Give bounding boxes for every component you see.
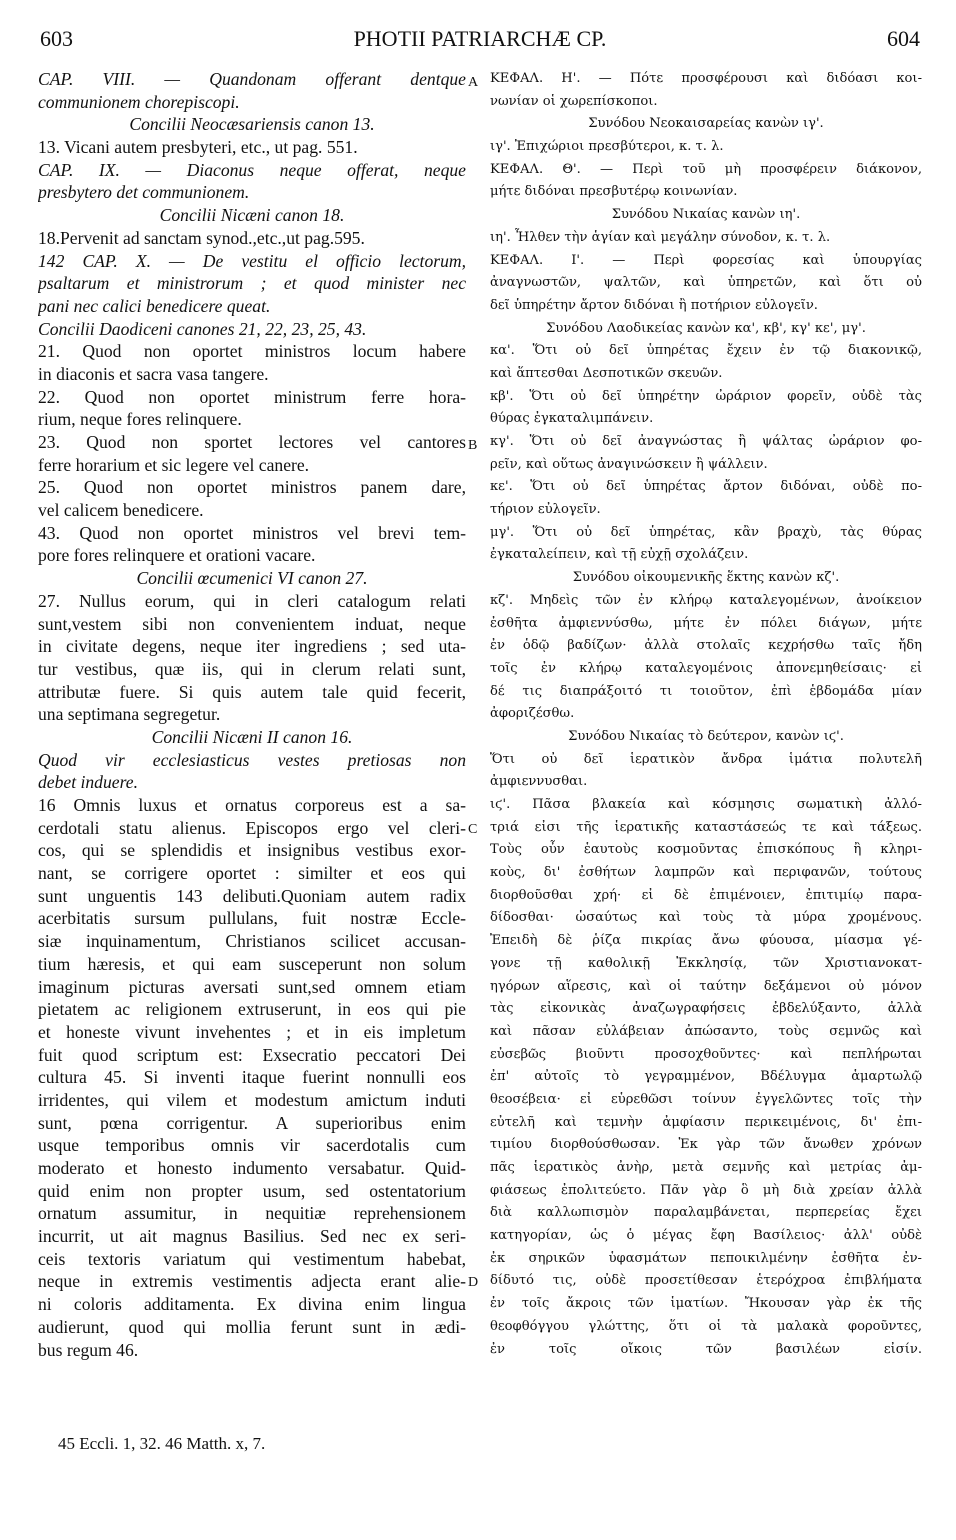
margin-letter-d: D (468, 1275, 479, 1290)
latin-text-line: moderato et honesto indumento versabatur. Quid- (38, 1158, 466, 1178)
greek-text-line: εὐσεβῶς βιοῦντι προσοχθοῦντες· καὶ πεπλήρωται (490, 1046, 922, 1062)
latin-text-line: 18.Pervenit ad sanctam synod.,etc.,ut pag.595. (38, 227, 365, 248)
greek-text-line: κγ'. Ὅτι οὐ δεῖ ἀναγνώστας ἢ ψάλτας ὠράριον φο- (490, 434, 922, 449)
greek-text-line: θεοφθόγγου γλώττης, ὅτι οἱ τὰ μαλακὰ φοροῦντες, (490, 1318, 922, 1334)
greek-text-line: Τοὺς οὖν ἑαυτοὺς κοσμοῦντας ἐπισκόπους ἢ κληρι- (490, 842, 922, 858)
latin-text-line: tium hæresis, et qui eam susceperunt non solum (38, 953, 466, 974)
greek-text-line: κε'. Ὅτι οὐ δεῖ ὑπηρέτας ἄρτον διδόναι, οὐδὲ πο- (490, 479, 922, 495)
footnotes: 45 Eccli. 1, 32. 46 Matth. x, 7. (58, 1434, 266, 1453)
greek-text-line: διορθοῦσθαι χρή· εἰ δὲ ἐπιμένοιεν, ἐπιτιμίῳ παρα- (490, 887, 922, 903)
greek-text-line: ιη'. Ἦλθεν τὴν ἁγίαν καὶ μεγάλην σύνοδον, κ. τ. λ. (490, 229, 831, 245)
latin-text-line: Concilii Daodiceni canones 21, 22, 23, 25, 43. (38, 318, 367, 339)
latin-text-line: ceis textoris variatum qui vestimentum habebat, (38, 1248, 466, 1269)
greek-text-line: ιϛ'. Πᾶσα βλακεία καὶ κόσμησις σωματικὴ ἀλλό- (490, 797, 922, 812)
greek-text-line: καὶ ἅπτεσθαι Δεσποτικῶν σκευῶν. (490, 365, 723, 381)
latin-text-line: quid enim non propter usum, sed ostentatorium (38, 1180, 466, 1201)
latin-text-line: 21. Quod non oportet ministros locum habere (38, 341, 466, 362)
latin-text-line: 22. Quod non oportet ministrum ferre hora- (38, 386, 466, 407)
greek-text-line: ἐν ὁδῷ βαδίζων· ἀλλὰ στολαῖς κεχρήσθω ταῖς ἤδη (490, 638, 922, 654)
greek-text-line: κατηγορίαν, ὡς ὁ μέγας ἔφη Βασίλειος· ἀλλ' οὐδὲ (490, 1228, 922, 1244)
greek-text-line: Ἐπειδὴ δὲ ῥίζα πικρίας ἄνω φύουσα, μίασμα γέ- (490, 933, 922, 949)
greek-text-line: δέ τις διαπράξοιτό τι τοιοῦτον, ἐπὶ ἑβδομάδα μίαν (490, 683, 922, 699)
greek-text-line: ἐκ σηρικῶν ὑφασμάτων πεποικιλμένην ἐσθῆτα ἐν- (490, 1250, 922, 1266)
latin-text-line: sunt,vestem sibi non convenientem induat, neque (38, 613, 466, 634)
latin-text-line: acerbitatis sursum pullulans, fuit nostræ Eccle- (38, 908, 466, 929)
greek-text-line: δεῖ ὑπηρέτην ἄρτον διδόναι ἢ ποτήριον εὐλογεῖν. (490, 297, 818, 313)
greek-text-line: θεοσέβεια· εἰ εὑρεθῶσι τοίνυν ἐγγελῶντες τοῖς τὴν (490, 1091, 922, 1107)
latin-text-line: Concilii œcumenici VI canon 27. (136, 568, 368, 589)
greek-text-line: δίδοσθαι· ὡσαύτως καὶ τοὺς τὰ μύρα χρομένους. (490, 910, 922, 926)
latin-text-line: psaltarum et ministrorum ; et quod minister nec (38, 273, 466, 294)
page-number-left: 603 (40, 26, 73, 51)
latin-text-line: debet induere. (38, 772, 138, 793)
greek-text-line: ἐγκαταλείπειν, καὶ τῇ εὐχῇ σχολάζειν. (490, 547, 749, 563)
latin-text-line: sunt unguentis 143 delibuti.Quoniam autem radix (38, 885, 466, 906)
margin-letter-b: B (468, 438, 478, 453)
latin-text-line: siæ inquinamentum, Christianos scilicet accusan- (38, 931, 466, 952)
greek-text-line: θύρας ἐγκαταλιμπάνειν. (490, 411, 654, 427)
latin-text-line: usque temporibus omnis vir sacerdotalis cum (38, 1135, 466, 1156)
latin-text-line: vel calicem benedicere. (38, 500, 204, 521)
greek-text-line: τὰς εἰκονικὰς ἀναζωγραφήσεις ἐβδελύξαντο, ἀλλὰ (490, 1001, 922, 1017)
latin-text-line: 25. Quod non oportet ministros panem dare, (38, 477, 466, 498)
latin-text-line: cerdotali statu alienus. Episcopos ergo vel cleri- (38, 817, 466, 838)
latin-text-line: et honeste vivunt invehentes ; et in eis impletum (38, 1021, 466, 1042)
greek-text-line: Συνόδου Λαοδικείας κανὼν κα', κβ', κγ' κε', μγ'. (546, 320, 866, 336)
greek-text-line: μήτε διδόναι πρεσβυτέρῳ κοινωνίαν. (490, 184, 738, 200)
latin-text-line: Concilii Neocæsariensis canon 13. (129, 114, 375, 135)
greek-text-line: ἀμφιεννυσθαι. (490, 774, 588, 790)
greek-text-line: ΚΕΦΑΛ. Η'. — Πότε προσφέρουσι καὶ διδόασι κοι- (490, 71, 922, 86)
latin-text-line: rium, neque fores relinquere. (38, 409, 242, 430)
latin-text-line: in civitate degens, neque iter ingrediens ; sed uta- (38, 636, 466, 657)
latin-text-line: Concilii Nicæni canon 18. (159, 205, 345, 226)
latin-text-line: sunt, pœna corrigentur. A superioribus enim (38, 1112, 466, 1133)
greek-text-line: ἀναγνωστῶν, ψαλτῶν, καὶ ὑπηρετῶν, καὶ ὅτι οὐ (490, 275, 922, 291)
latin-text-line: in diaconis et sacra vasa tangere. (38, 363, 269, 384)
latin-text-line: 16 Omnis luxus et ornatus corporeus est a sa- (38, 795, 466, 815)
margin-letter-c: C (468, 822, 478, 837)
latin-text-line: cos, qui se splendidis et insignibus vestibus exor- (38, 840, 466, 861)
greek-text-line: γονε τῇ καθολικῇ Ἐκκλησίᾳ, τῶν Χριστιανοκατ- (490, 955, 922, 971)
greek-text-line: μγ'. Ὅτι οὐ δεῖ ὑπηρέτας, κἂν βραχὺ, τὰς θύρας (490, 524, 922, 540)
greek-text-line: διὰ καλλωπισμὸν παραλαμβάνεται, περπερείας ἔχει (490, 1205, 922, 1221)
running-header (40, 26, 920, 58)
greek-text-line: Συνόδου Νικαίας κανὼν ιη'. (611, 207, 801, 223)
greek-text-line: τιμίου διορθούσθωσαν. Ἐκ γὰρ τῶν ἄνωθεν χρόνων (490, 1137, 922, 1153)
latin-column (38, 68, 466, 1361)
latin-text-line: pani nec calici benedicere queat. (38, 295, 271, 316)
greek-text-line: ἐπ' αὐτοῖς τὸ γεγραμμένον, Βδέλυγμα ἁμαρτωλῷ (490, 1069, 922, 1085)
latin-text-line: pore fores relinquere et orationi vacare. (38, 545, 316, 566)
running-title: PHOTII PATRIARCHÆ CP. (353, 26, 607, 51)
page-number-right: 604 (887, 26, 920, 51)
latin-text-line: presbytero det communionem. (38, 182, 250, 203)
greek-text-line: νωνίαν οἱ χωρεπίσκοποι. (490, 93, 658, 109)
greek-text-line: εὐτελῆ καὶ τεμνὴν ἀμφίασιν περικειμένοις, δι' ἐπι- (490, 1114, 922, 1130)
latin-text-line: neque in extremis vestimentis adjecta erant alie- (38, 1271, 466, 1292)
latin-text-line: ni coloris additamenta. Ex divina enim lingua (38, 1294, 466, 1315)
latin-text-line: pietatem ac religionem extruserunt, in eos qui pie (38, 999, 466, 1020)
greek-text-line: ἐν τοῖς ἄκροις τῶν ἱματίων. Ἤκουσαν γὰρ ἐκ τῆς (490, 1296, 922, 1312)
greek-text-line: ἐν τοῖς οἴκοις τῶν βασιλέων εἰσίν. (490, 1341, 922, 1357)
greek-text-line: Ὅτι οὐ δεῖ ἱερατικὸν ἄνδρα ἱμάτια πολυτελῆ (490, 751, 922, 767)
greek-text-line: ιγ'. Ἐπιχώριοι πρεσβύτεροι, κ. τ. λ. (490, 139, 724, 155)
latin-text-line: 23. Quod non sportet lectores vel cantores (38, 432, 466, 452)
latin-text-line: fuit quod scriptum est: Exsecratio peccatori Dei (38, 1044, 466, 1065)
latin-text-line: CAP. IX. — Diaconus neque offerat, neque (38, 159, 466, 180)
greek-text-line: καὶ πᾶσαν εὐλάβειαν ἀπώσαντο, τοὺς σεμνῶς καὶ (490, 1023, 922, 1039)
greek-text-line: ἀφοριζέσθω. (490, 706, 575, 722)
latin-text-line: Quod vir ecclesiasticus vestes pretiosas non (38, 749, 466, 770)
greek-text-line: κοὺς, δι' ἐσθήτων λαμπρῶν καὶ περιφανῶν, τούτους (490, 865, 922, 881)
greek-text-line: δίδυτό τις, οὐδὲ προσετίθεσαν ἑτερόχροα ἐπιβλήματα (490, 1273, 922, 1289)
latin-text-line: 43. Quod non oportet ministros vel brevi tem- (38, 522, 466, 543)
greek-text-line: ΚΕΦΑΛ. Ι'. — Περὶ φορεσίας καὶ ὑπουργίας (490, 252, 922, 268)
latin-text-line: 142 CAP. X. — De vestitu el officio lectorum, (38, 250, 466, 271)
latin-text-line: imaginum picturas aversati sunt,sed omnem etiam (38, 976, 466, 997)
latin-text-line: incurrit, ut ait magnus Basilius. Sed nec ex seri- (38, 1226, 466, 1247)
latin-text-line: una septimana segregetur. (38, 704, 221, 725)
greek-text-line: ηγόρων αἵρεσις, καὶ οἱ ταύτην δεξάμενοι οὐ μόνον (490, 978, 922, 994)
greek-text-line: τριά εἰσι τῆς ἱερατικῆς καταστάσεώς τε καὶ τάξεως. (490, 819, 922, 835)
latin-text-line: tur vestibus, quæ iis, qui in clerum relati sunt, (38, 658, 466, 679)
greek-text-line: κβ'. Ὅτι οὐ δεῖ ὑπηρέτην ὠράριον φορεῖν, οὐδὲ τὰς (490, 388, 922, 404)
latin-text-line: CAP. VIII. — Quandonam offerant dentque (38, 69, 466, 89)
latin-text-line: attributæ fuere. Si quis autem tale quid fecerit, (38, 681, 466, 702)
greek-text-line: ἐσθῆτα ἀμφιεννύσθω, μήτε ἐν πόλει διάγων, μήτε (490, 615, 922, 631)
margin-letter-a: A (468, 75, 479, 90)
greek-text-line: τοῖς ἐν κλήρῳ καταλεγομένοις ἀπονεμηθείσαις· εἰ (490, 660, 922, 676)
latin-text-line: irridentes, qui vilem et modestum amictum induti (38, 1089, 466, 1110)
latin-text-line: 27. Nullus eorum, qui in cleri catalogum relati (38, 590, 466, 611)
greek-text-line: κα'. Ὅτι οὐ δεῖ ὑπηρέτας ἔχειν ἐν τῷ διακονικῷ, (490, 343, 922, 359)
latin-text-line: audierunt, quod qui mollia ferunt sunt in ædi- (38, 1316, 466, 1337)
latin-text-line: Concilii Nicæni II canon 16. (151, 726, 353, 747)
greek-text-line: Συνόδου Νικαίας τὸ δεύτερον, κανὼν ιϛ'. (568, 728, 844, 744)
greek-text-line: ΚΕΦΑΛ. Θ'. — Περὶ τοῦ μὴ προσφέρειν διάκονον, (490, 161, 922, 177)
greek-text-line: ρεῖν, καὶ οὕτως ἀναγινώσκειν ἢ ψάλλειν. (490, 456, 768, 472)
latin-text-line: cultura 45. Si inventi itaque fuerint nonnulli eos (38, 1067, 466, 1088)
latin-text-line: nant, se corrigere oportet : similter et eos qui (38, 863, 466, 884)
greek-text-line: Συνόδου Νεοκαισαρείας κανὼν ιγ'. (588, 116, 824, 132)
greek-text-line: Συνόδου οἰκουμενικῆς ἕκτης κανὼν κζ'. (572, 570, 840, 586)
greek-text-line: κζ'. Μηδεὶς τῶν ἐν κλήρῳ καταλεγομένων, ἀνοίκειον (490, 592, 922, 608)
latin-text-line: ornatum assumitur, in nequitiæ reprehensionem (38, 1203, 466, 1224)
latin-text-line: ferre horarium et sic legere vel canere. (38, 454, 310, 475)
greek-text-line: τήριον εὐλογεῖν. (490, 502, 601, 518)
greek-column (490, 68, 922, 1361)
latin-text-line: bus regum 46. (38, 1339, 139, 1360)
greek-text-line: φιάσεως ἐπολιτεύετο. Πᾶν γὰρ ὃ μὴ διὰ χρείαν ἀλλὰ (490, 1182, 922, 1198)
latin-text-line: 13. Vicani autem presbyteri, etc., ut pag. 551. (38, 137, 358, 158)
greek-text-line: πᾶς ἱερατικὸς ἀνὴρ, μετὰ σεμνῆς καὶ μετρίας ἀμ- (490, 1160, 922, 1175)
latin-text-line: communionem chorepiscopi. (38, 91, 240, 112)
